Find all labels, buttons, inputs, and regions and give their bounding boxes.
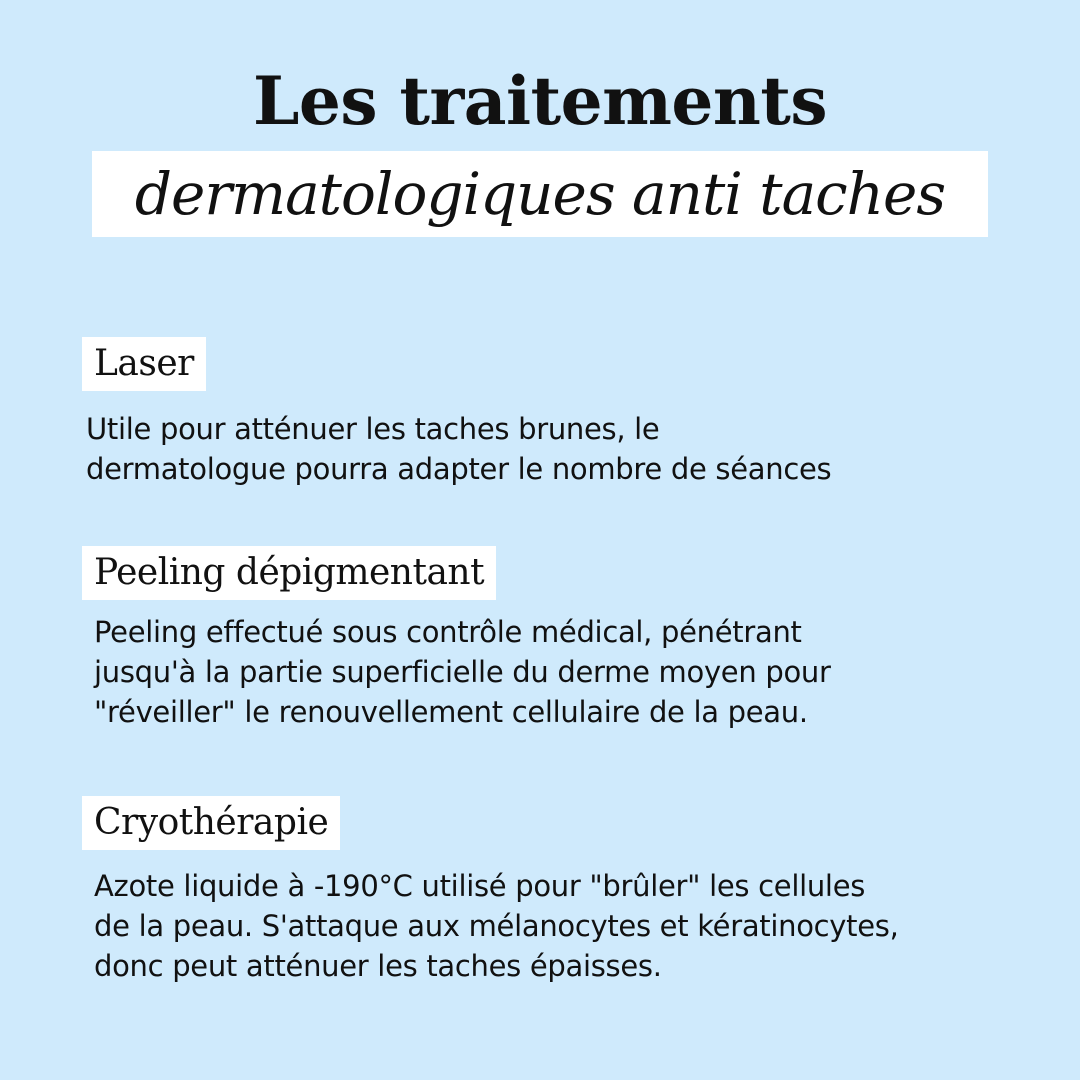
description-line: de la peau. S'attaque aux mélanocytes et kératinocytes, — [94, 909, 899, 943]
section-label-cryotherapie: Cryothérapie — [82, 796, 340, 850]
section-description-laser — [86, 409, 831, 489]
description-line: dermatologue pourra adapter le nombre de séances — [86, 452, 832, 486]
description-line: Peeling effectué sous contrôle médical, pénétrant — [94, 615, 802, 649]
title-line-1: Les traitements — [252, 62, 828, 140]
section-description-cryotherapie — [94, 866, 899, 986]
description-line: jusqu'à la partie superficielle du derme moyen pour — [94, 655, 831, 689]
description-line: "réveiller" le renouvellement cellulaire de la peau. — [94, 695, 808, 729]
section-label-laser: Laser — [82, 337, 206, 391]
title-highlight-box — [92, 151, 988, 237]
title-line-2: dermatologiques anti taches — [134, 160, 946, 228]
section-description-peeling — [94, 612, 831, 732]
description-line: donc peut atténuer les taches épaisses. — [94, 949, 662, 983]
section-label-peeling: Peeling dépigmentant — [82, 546, 496, 600]
description-line: Utile pour atténuer les taches brunes, le — [86, 412, 660, 446]
description-line: Azote liquide à -190°C utilisé pour "brûler" les cellules — [94, 869, 866, 903]
